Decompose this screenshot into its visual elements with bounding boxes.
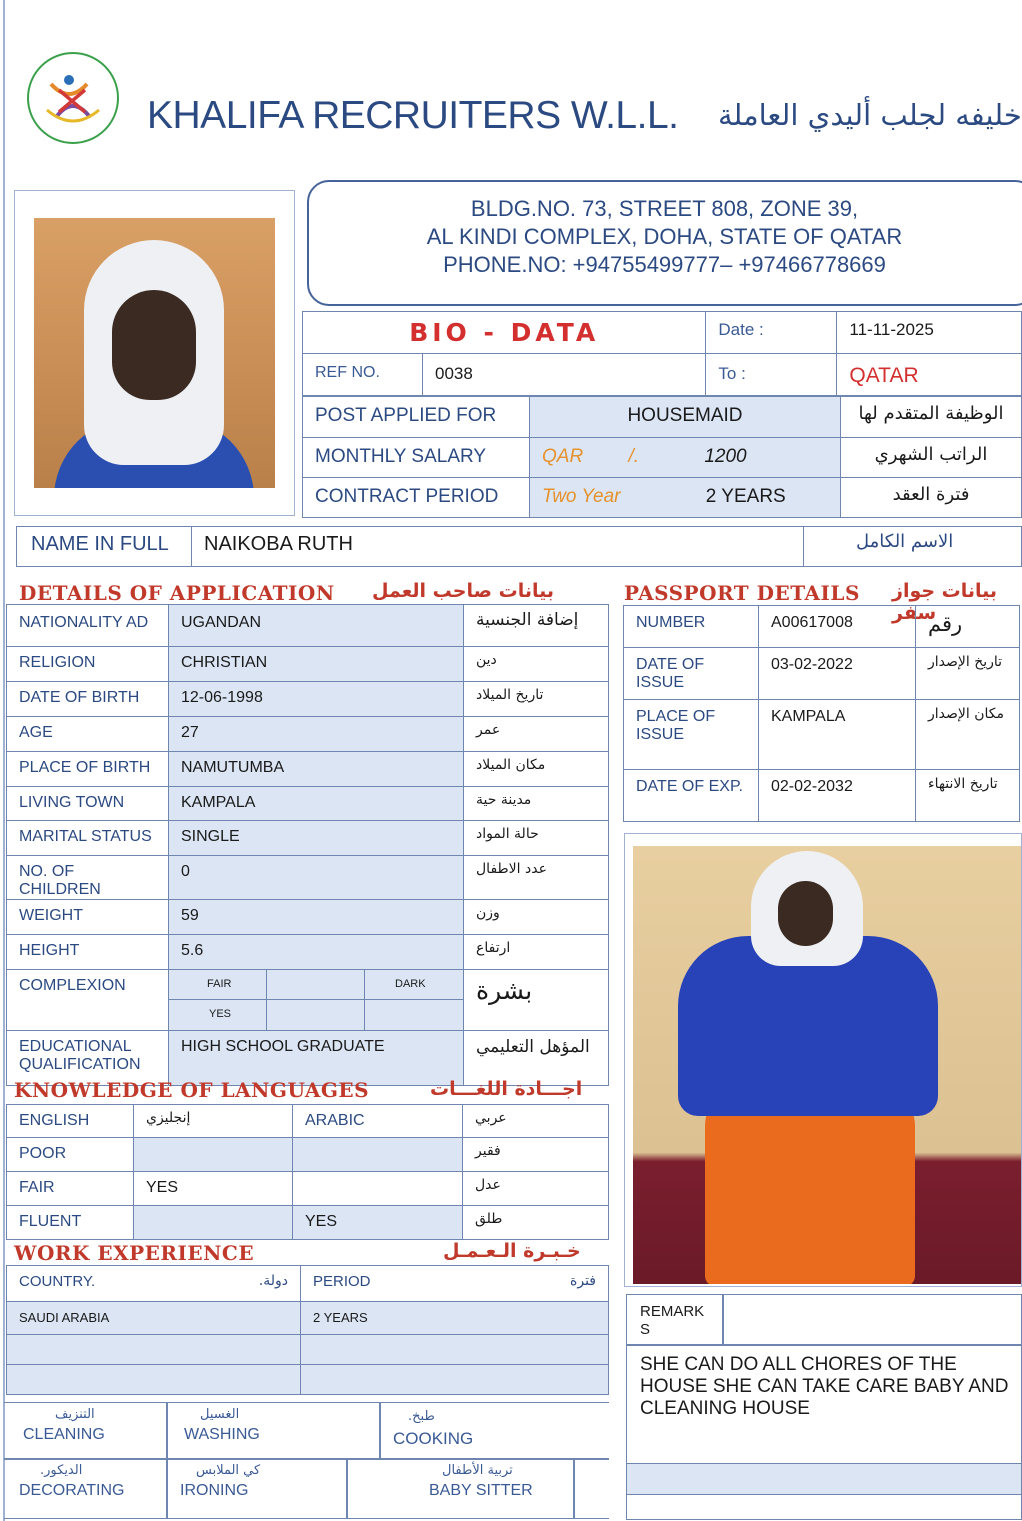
application-row-ar: حالة المواد — [476, 826, 539, 842]
full-body-photo — [633, 846, 1021, 1284]
name-value: NAIKOBA RUTH — [204, 533, 353, 555]
application-row-value: UGANDAN — [181, 614, 262, 631]
name-label: NAME IN FULL — [31, 533, 169, 555]
complexion-yes: YES — [209, 1008, 232, 1020]
complexion-dark-cell — [365, 970, 463, 1000]
complexion-grid — [169, 970, 463, 1030]
education-value: HIGH SCHOOL GRADUATE — [181, 1038, 385, 1055]
complexion-row — [7, 970, 609, 1031]
work-empty-cell — [301, 1365, 609, 1395]
address-line-2: AL KINDI COMPLEX, DOHA, STATE OF QATAR — [426, 224, 903, 249]
post-label: POST APPLIED FOR — [315, 405, 497, 426]
remarks-text: SHE CAN DO ALL CHORES OF THE HOUSE SHE CAN TAKE CARE BABY AND CLEANING HOUSE — [640, 1354, 1009, 1419]
application-table — [6, 604, 609, 1086]
lang-arabic-ar: عربي — [475, 1110, 507, 1126]
skills-divider — [166, 1402, 168, 1519]
application-row-label: DATE OF BIRTH — [19, 689, 140, 706]
skill-cleaning-ar: التنزيف — [55, 1407, 95, 1422]
application-row-label: RELIGION — [19, 654, 96, 671]
application-row-ar: إضافة الجنسية — [476, 610, 579, 630]
portrait-face — [112, 290, 196, 400]
application-row-label: HEIGHT — [19, 942, 80, 959]
page-left-border — [3, 0, 5, 1521]
logo-figure-icon — [29, 54, 117, 142]
skill-washing-ar: الغسيل — [200, 1407, 240, 1422]
skill-baby-sitter-ar: تربية الأطفال — [442, 1463, 513, 1478]
date-value: 11-11-2025 — [849, 320, 934, 339]
passport-title: PASSPORT DETAILS — [624, 581, 860, 605]
address-line-1: BLDG.NO. 73, STREET 808, ZONE 39, — [470, 196, 859, 221]
passport-issue-place-value: KAMPALA — [771, 708, 846, 725]
skills-divider — [4, 1458, 609, 1460]
lang-fluent-arabic: YES — [305, 1213, 338, 1230]
post-table — [302, 396, 1022, 518]
application-row-value: 59 — [181, 907, 199, 924]
passport-issue-date-value: 03-02-2022 — [771, 656, 853, 673]
work-period-ar: فترة — [570, 1273, 596, 1289]
skill-ironing-ar: كي الملابس — [196, 1463, 261, 1478]
salary-currency: QAR — [542, 446, 584, 467]
lang-fluent-label: FLUENT — [19, 1213, 82, 1230]
education-label: EDUCATIONAL QUALIFICATION — [19, 1038, 141, 1073]
remarks-shaded-strip — [627, 1463, 1021, 1495]
lang-fair-ar: عدل — [475, 1177, 501, 1193]
application-row-ar: وزن — [476, 905, 500, 921]
application-row — [7, 647, 609, 682]
application-row-label: NO. OF CHILDREN — [19, 863, 101, 898]
application-row — [7, 787, 609, 821]
passport-expiry-label: DATE OF EXP. — [636, 778, 743, 795]
application-row — [7, 605, 609, 647]
passport-issue-date-ar: تاريخ الإصدار — [928, 654, 1003, 670]
application-row-ar: دين — [476, 652, 497, 668]
salary-value: 1200 — [704, 446, 747, 467]
remarks-label-2: S — [640, 1321, 651, 1338]
application-row-value: 5.6 — [181, 942, 204, 959]
application-row — [7, 900, 609, 935]
lang-poor-ar: فقير — [475, 1143, 501, 1159]
application-row — [7, 717, 609, 752]
passport-title-ar: بيانات جواز سفر — [892, 580, 998, 624]
application-row-ar: مدينة حية — [476, 792, 532, 808]
salary-sep: /. — [628, 446, 640, 467]
passport-table — [623, 605, 1020, 822]
application-row-ar: عمر — [476, 722, 501, 738]
complexion-ar: بشرة — [476, 976, 533, 1005]
bio-header-table — [302, 311, 1022, 396]
education-ar: المؤهل التعليمي — [476, 1037, 590, 1057]
skill-decorating-ar: .الديكور — [40, 1463, 83, 1478]
skill-cleaning: CLEANING — [23, 1426, 105, 1443]
post-label-ar: الوظيفة المتقدم لها — [858, 403, 1004, 424]
remarks-label-divider — [722, 1294, 724, 1344]
salary-label: MONTHLY SALARY — [315, 446, 487, 467]
passport-number-ar: رقم — [928, 612, 963, 636]
passport-issue-date-label: DATE OF ISSUE — [636, 656, 705, 691]
application-row-value: NAMUTUMBA — [181, 759, 285, 776]
contract-label-ar: فترة العقد — [892, 484, 970, 505]
bio-data-title: BIO - DATA — [409, 318, 600, 347]
application-row-label: WEIGHT — [19, 907, 83, 924]
portrait-photo — [34, 218, 275, 488]
lang-fair-label: FAIR — [19, 1179, 55, 1196]
remarks-header-divider — [626, 1344, 1022, 1346]
company-name-ar: خليفه لجلب أليدي العاملة — [718, 98, 1022, 132]
skill-decorating: DECORATING — [19, 1482, 125, 1499]
complexion-label: COMPLEXION — [19, 977, 126, 994]
application-row-ar: ارتفاع — [476, 940, 511, 956]
contract-label: CONTRACT PERIOD — [315, 486, 499, 507]
lang-fair-english: YES — [146, 1179, 179, 1196]
application-row-value: KAMPALA — [181, 794, 256, 811]
to-label: To : — [718, 364, 746, 383]
passport-number-label: NUMBER — [636, 614, 706, 631]
application-row — [7, 935, 609, 970]
application-title-ar: بيانات صاحب العمل — [372, 580, 554, 602]
application-row — [7, 682, 609, 717]
work-empty-cell — [7, 1335, 301, 1365]
ref-label: REF NO. — [315, 364, 380, 381]
application-row-label: NATIONALITY AD — [19, 614, 149, 631]
company-name-en: KHALIFA RECRUITERS W.L.L. — [147, 94, 679, 137]
application-row-value: SINGLE — [181, 828, 240, 845]
languages-table — [6, 1104, 609, 1240]
skill-ironing: IRONING — [180, 1482, 249, 1499]
work-country-label: COUNTRY. — [19, 1273, 96, 1290]
application-row — [7, 752, 609, 787]
full-photo-face — [778, 881, 833, 946]
name-label-ar: الاسم الكامل — [856, 531, 954, 552]
work-country-value: SAUDI ARABIA — [19, 1310, 110, 1325]
application-row — [7, 821, 609, 856]
work-country-ar: .دولة — [258, 1273, 288, 1289]
application-row-value: 27 — [181, 724, 199, 741]
to-value: QATAR — [849, 364, 919, 387]
complexion-fair-cell — [169, 970, 267, 1000]
skills-divider — [346, 1458, 348, 1519]
application-title: DETAILS OF APPLICATION — [19, 581, 335, 605]
application-row-label: AGE — [19, 724, 53, 741]
work-title: WORK EXPERIENCE — [14, 1241, 255, 1265]
passport-expiry-ar: تاريخ الانتهاء — [928, 776, 998, 792]
remarks-label-1: REMARK — [640, 1303, 705, 1320]
name-table — [16, 526, 1022, 567]
lang-english-label: ENGLISH — [19, 1112, 90, 1129]
skill-cooking-ar: .طبخ — [408, 1409, 435, 1424]
salary-label-ar: الراتب الشهري — [874, 444, 988, 465]
complexion-dark: DARK — [395, 978, 426, 990]
phone-line: PHONE.NO: +94755499777– +97466778669 — [443, 252, 886, 277]
skills-grid — [4, 1402, 609, 1519]
complexion-empty-cell — [267, 1000, 365, 1030]
application-row-ar: مكان الميلاد — [476, 757, 546, 773]
skill-cooking: COOKING — [393, 1429, 474, 1448]
contract-hint: Two Year — [542, 486, 621, 507]
languages-title-ar: اجـــادة اللغـــات — [430, 1078, 583, 1100]
lang-arabic-label: ARABIC — [305, 1112, 365, 1129]
company-logo — [27, 52, 119, 144]
date-label: Date : — [718, 320, 764, 339]
work-empty-cell — [301, 1335, 609, 1365]
passport-issue-place-label: PLACE OF ISSUE — [636, 708, 716, 743]
ref-value: 0038 — [435, 364, 473, 383]
passport-issue-place-ar: مكان الإصدار — [928, 706, 1004, 722]
work-empty-cell — [7, 1365, 301, 1395]
post-value: HOUSEMAID — [627, 405, 743, 426]
complexion-mid-cell — [267, 970, 365, 1000]
application-row-value: 12-06-1998 — [181, 689, 263, 706]
work-period-value: 2 YEARS — [313, 1310, 368, 1325]
application-row-value: CHRISTIAN — [181, 654, 268, 671]
complexion-yes-cell — [169, 1000, 267, 1030]
lang-english-ar: إنجليزي — [146, 1110, 191, 1126]
skills-divider — [379, 1402, 381, 1458]
skill-washing: WASHING — [184, 1426, 260, 1443]
contract-value: 2 YEARS — [705, 486, 786, 507]
languages-title: KNOWLEDGE OF LANGUAGES — [14, 1078, 370, 1102]
complexion-fair: FAIR — [207, 978, 232, 990]
application-row-ar: تاريخ الميلاد — [476, 687, 544, 703]
application-row-label: LIVING TOWN — [19, 794, 125, 811]
work-period-label: PERIOD — [313, 1273, 371, 1290]
work-title-ar: خـبـرة الـعـمـل — [443, 1240, 581, 1262]
complexion-empty-cell — [365, 1000, 463, 1030]
passport-number-value: A00617008 — [771, 614, 853, 631]
application-row-value: 0 — [181, 863, 190, 880]
lang-poor-label: POOR — [19, 1145, 67, 1162]
application-row-ar: عدد الاطفال — [476, 861, 547, 877]
work-table — [6, 1265, 609, 1395]
application-row-label: PLACE OF BIRTH — [19, 759, 151, 776]
skill-baby-sitter: BABY SITTER — [429, 1482, 533, 1499]
passport-expiry-value: 02-02-2032 — [771, 778, 853, 795]
application-row-label: MARITAL STATUS — [19, 828, 152, 845]
application-row — [7, 856, 609, 900]
lang-fluent-ar: طلق — [475, 1211, 503, 1227]
skills-divider — [573, 1458, 575, 1519]
